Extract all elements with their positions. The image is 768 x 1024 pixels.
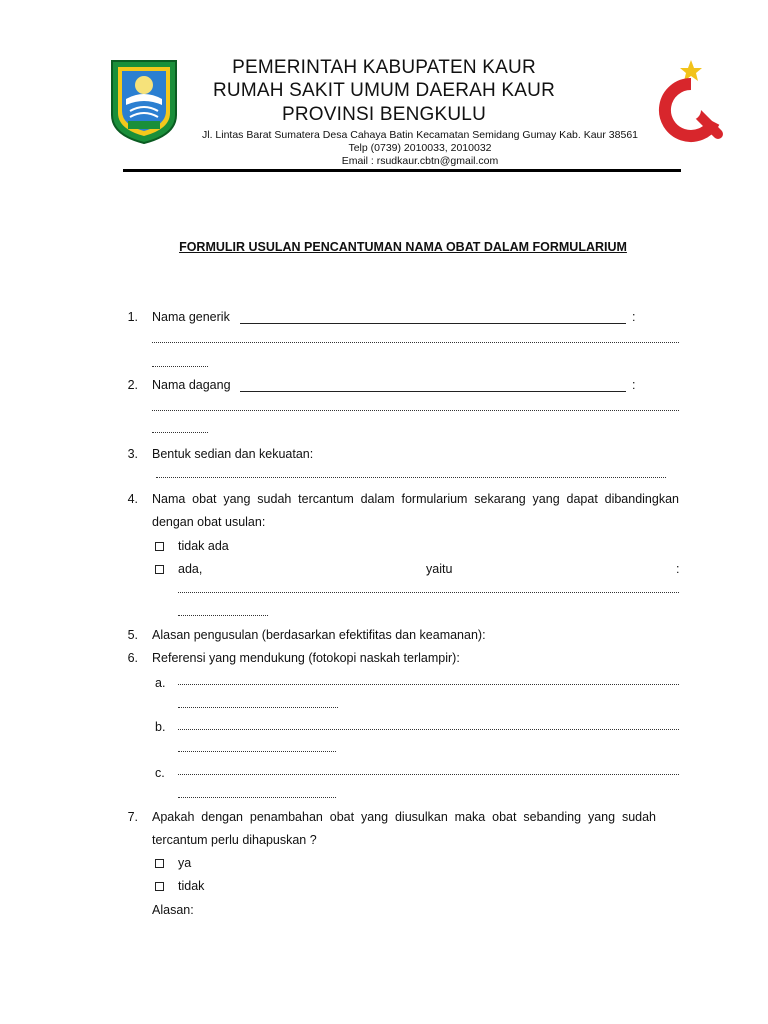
q4-checkbox-yes[interactable]: [155, 565, 164, 574]
q7-checkbox-no[interactable]: [155, 882, 164, 891]
header-hospital: RUMAH SAKIT UMUM DAERAH KAUR: [212, 80, 555, 101]
header-government: PEMERINTAH KABUPATEN KAUR: [232, 57, 536, 78]
q7-label-line2: tercantum perlu dihapuskan ?: [152, 833, 317, 847]
q1-dotline-2: [152, 364, 208, 367]
q3-number: 3.: [127, 447, 138, 461]
q2-dotline-2: [152, 430, 208, 433]
q4-option-no: tidak ada: [178, 539, 229, 553]
q4-colon: :: [676, 562, 680, 576]
q6b-dotline-2: [178, 749, 336, 752]
header-divider: [123, 169, 681, 172]
q6-sub-b: b.: [155, 720, 166, 734]
header-email: Email : rsudkaur.cbtn@gmail.com: [341, 155, 499, 167]
q4-dotline-1: [178, 590, 679, 593]
q2-colon: :: [632, 378, 636, 392]
q2-number: 2.: [127, 378, 138, 392]
q2-dotline-1: [152, 408, 679, 411]
q7-option-yes: ya: [178, 856, 192, 870]
q6-sub-c: c.: [155, 766, 165, 780]
q4-number: 4.: [127, 492, 138, 506]
q4-checkbox-no[interactable]: [155, 542, 164, 551]
q3-label: Bentuk sedian dan kekuatan:: [152, 447, 314, 461]
q1-underline: [240, 322, 626, 324]
q4-option-yes-which: yaitu: [426, 562, 453, 576]
q2-label: Nama dagang: [152, 378, 231, 392]
q1-label: Nama generik: [152, 310, 230, 324]
q4-label-line1: Nama obat yang sudah tercantum dalam formularium sekarang yang dapat dibandingkan: [152, 492, 679, 506]
q7-checkbox-yes[interactable]: [155, 859, 164, 868]
q2-underline: [240, 390, 626, 392]
q7-reason-label: Alasan:: [152, 903, 194, 917]
q6b-dotline-1: [178, 727, 679, 730]
hospital-accreditation-logo: [658, 58, 724, 144]
q6-label: Referensi yang mendukung (fotokopi naskah terlampir):: [152, 651, 460, 665]
q4-option-yes: ada,: [178, 562, 203, 576]
q1-dotline-1: [152, 340, 679, 343]
q6c-dotline-1: [178, 772, 679, 775]
q6-number: 6.: [127, 651, 138, 665]
q5-number: 5.: [127, 628, 138, 642]
header-phone: Telp (0739) 2010033, 2010032: [348, 142, 492, 154]
q1-colon: :: [632, 310, 636, 324]
header-province: PROVINSI BENGKULU: [281, 104, 486, 125]
q5-label: Alasan pengusulan (berdasarkan efektifitas dan keamanan):: [152, 628, 486, 642]
q7-option-no: tidak: [178, 879, 205, 893]
form-title: FORMULIR USULAN PENCANTUMAN NAMA OBAT DALAM FORMULARIUM: [179, 240, 627, 254]
q6a-dotline-1: [178, 682, 679, 685]
q7-number: 7.: [127, 810, 138, 824]
q7-label-line1: Apakah dengan penambahan obat yang diusulkan maka obat sebanding yang sudah: [152, 810, 656, 824]
q4-label-line2: dengan obat usulan:: [152, 515, 266, 529]
q3-dotline: [156, 475, 666, 478]
q6c-dotline-2: [178, 795, 336, 798]
q6-sub-a: a.: [155, 676, 166, 690]
q6a-dotline-2: [178, 705, 338, 708]
q4-dotline-2: [178, 613, 268, 616]
q1-number: 1.: [127, 310, 138, 324]
header-address: Jl. Lintas Barat Sumatera Desa Cahaya Batin Kecamatan Semidang Gumay Kab. Kaur 38561: [202, 129, 638, 141]
